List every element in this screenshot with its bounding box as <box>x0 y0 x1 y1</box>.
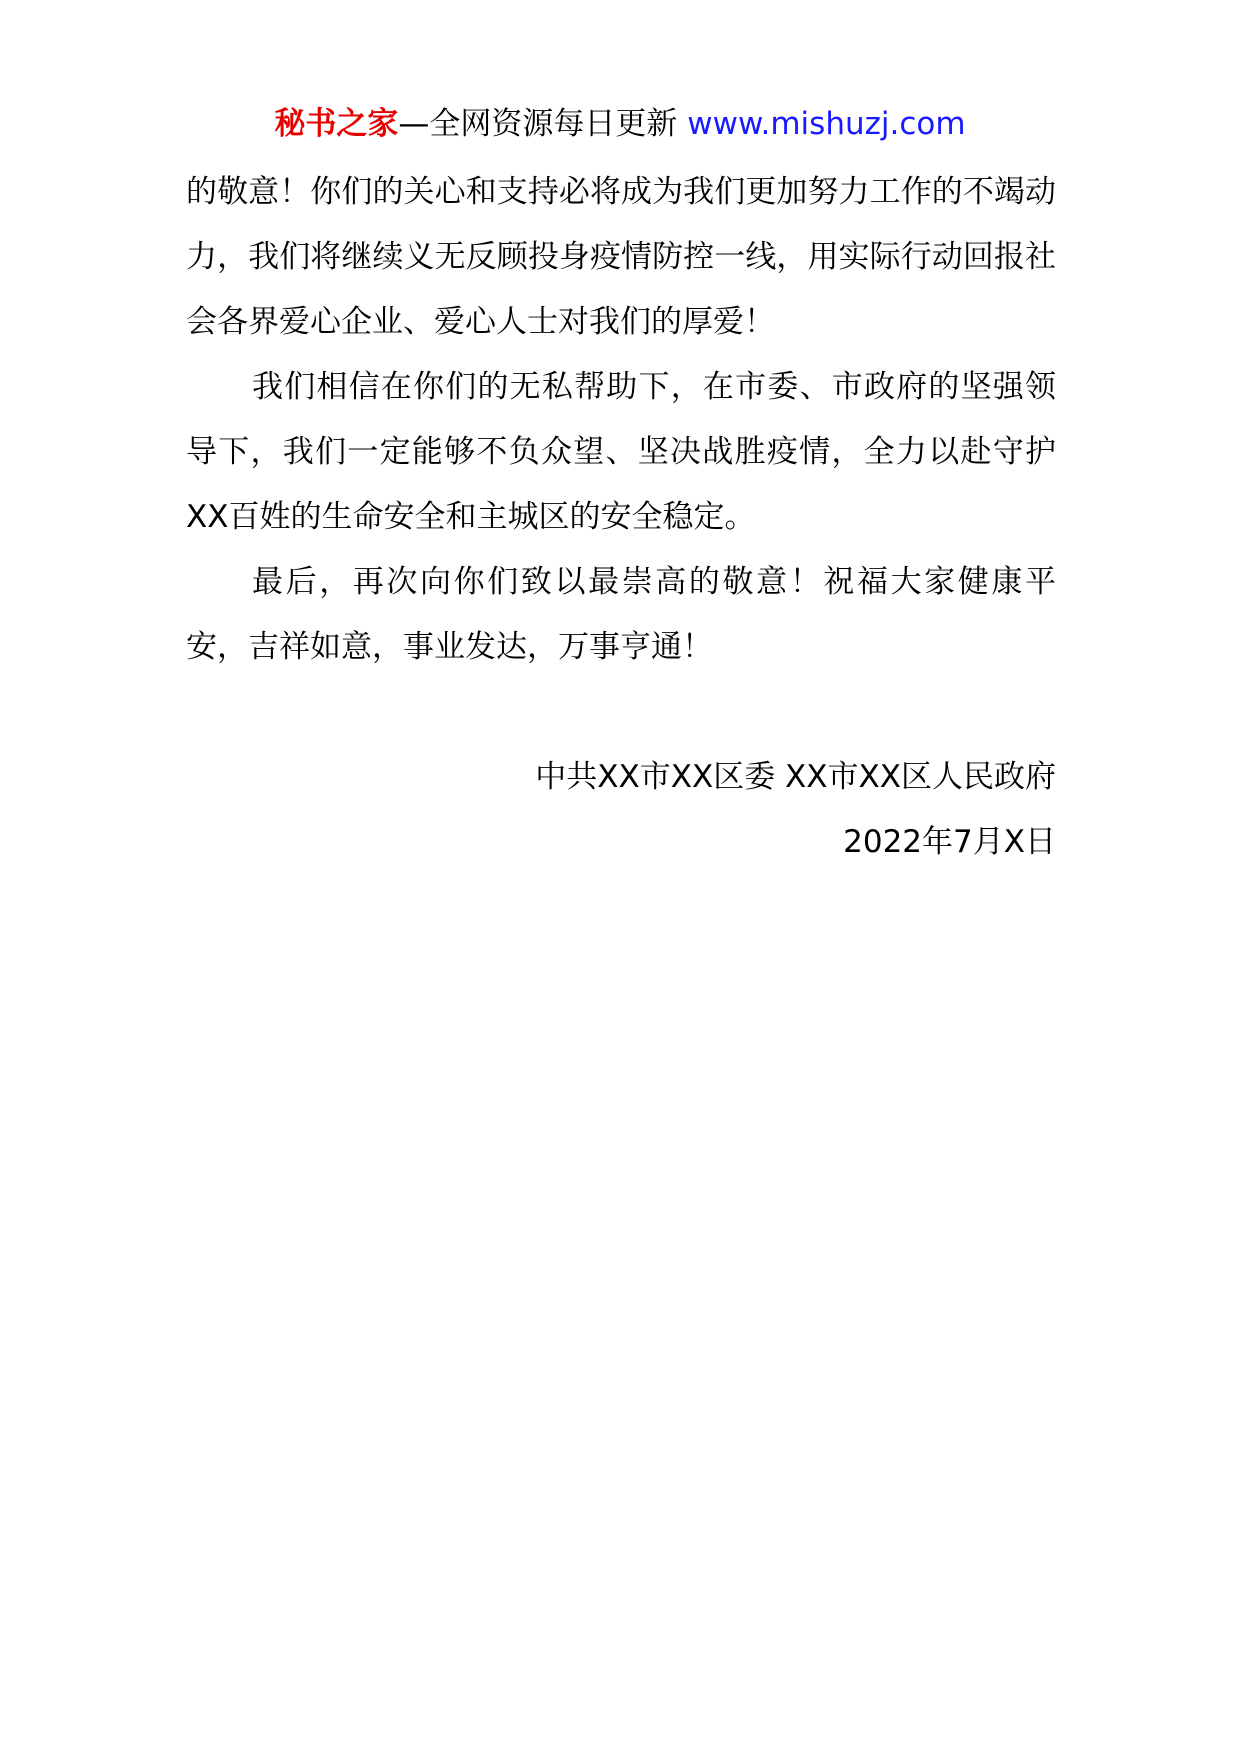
signature-organization: 中共XX市XX区委 XX市XX区人民政府 <box>535 759 1056 795</box>
signature-block <box>186 745 1056 875</box>
signature-date: 2022年7月X日 <box>843 824 1056 860</box>
paragraph-closing: 最后，再次向你们致以最崇高的敬意！祝福大家健康平安，吉祥如意，事业发达，万事亨通！ <box>186 564 1056 665</box>
paragraph-confidence: 我们相信在你们的无私帮助下，在市委、市政府的坚强领导下，我们一定能够不负众望、坚决战胜疫情，全力以赴守护XX百姓的生命安全和主城区的安全稳定。 <box>186 369 1056 535</box>
header-tagline: —全网资源每日更新 <box>398 106 688 142</box>
brand-name: 秘书之家 <box>274 106 399 142</box>
paragraph-continuation: 的敬意！你们的关心和支持必将成为我们更加努力工作的不竭动力，我们将继续义无反顾投身疫情防控一线，用实际行动回报社会各界爱心企业、爱心人士对我们的厚爱！ <box>186 174 1056 340</box>
site-header <box>0 104 1240 144</box>
letter-body <box>186 160 1056 680</box>
site-url-link[interactable]: www.mishuzj.com <box>687 106 966 142</box>
